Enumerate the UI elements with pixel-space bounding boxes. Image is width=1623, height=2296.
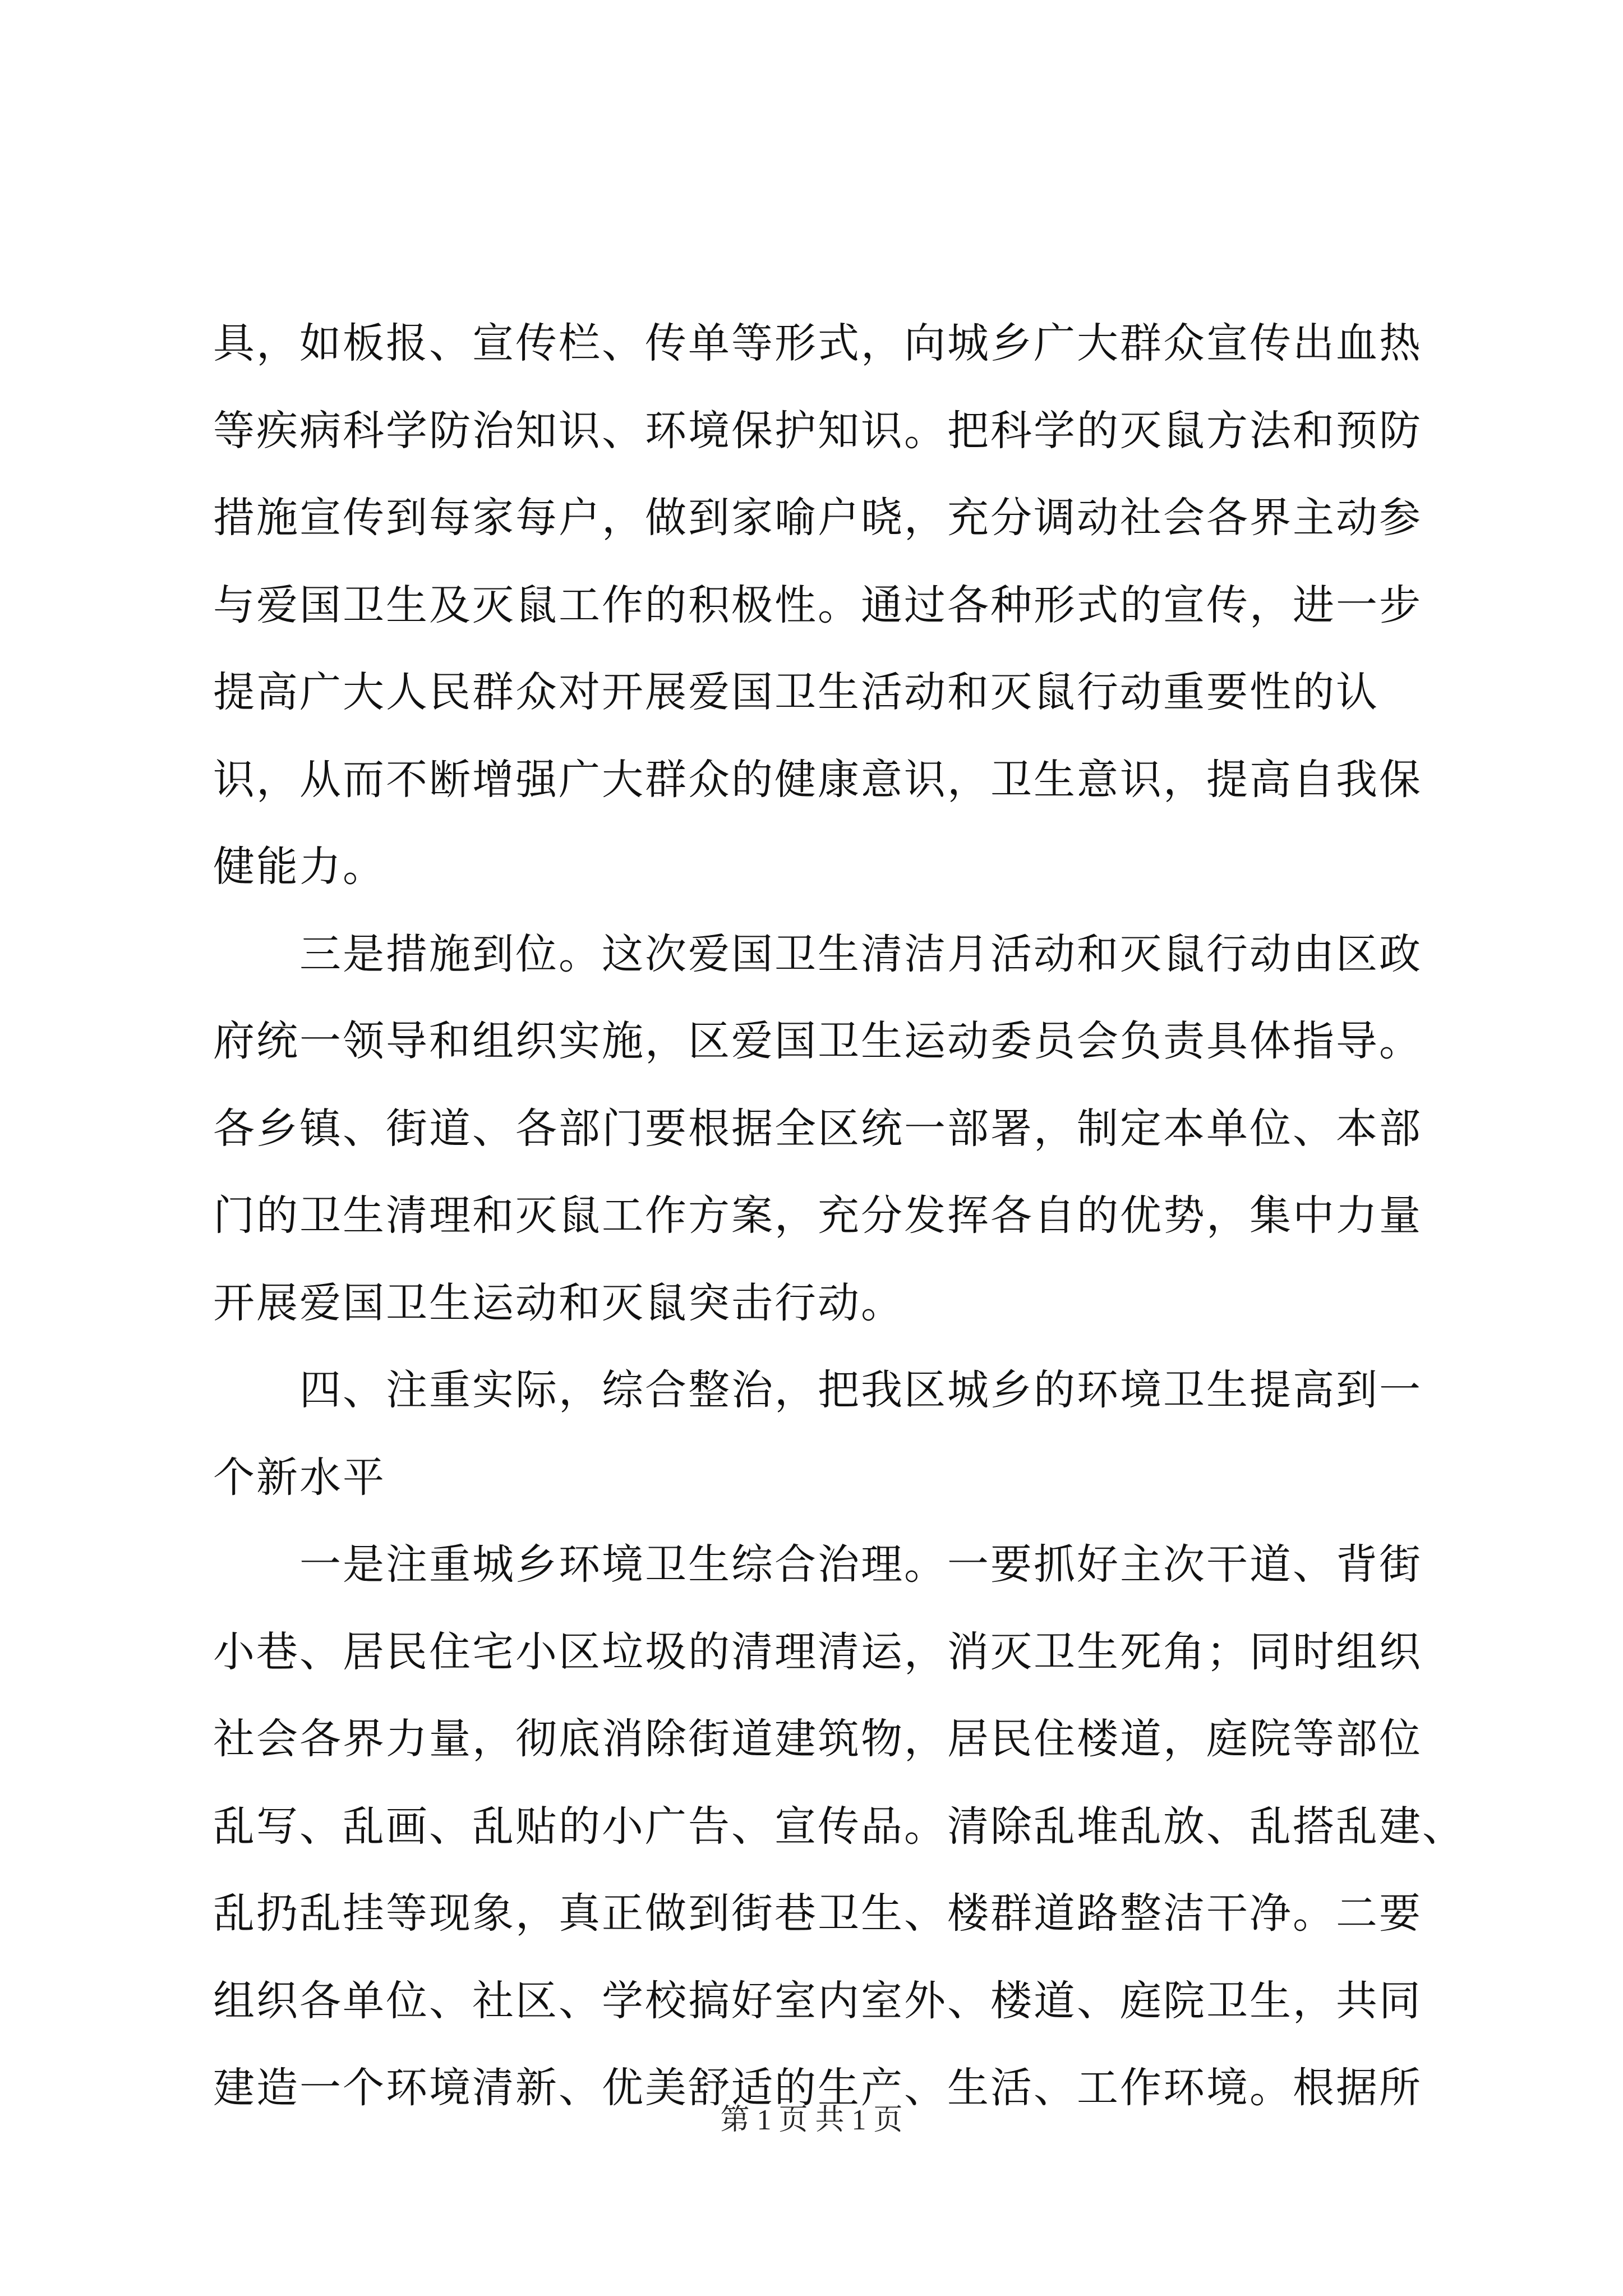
- text-line: 措施宣传到每家每户，做到家喻户晓，充分调动社会各界主动参: [213, 494, 1422, 542]
- text-line: 开展爱国卫生运动和灭鼠突击行动。: [213, 1278, 904, 1327]
- page-number-footer: 第 1 页 共 1 页: [720, 2104, 903, 2136]
- text-line: 提高广大人民群众对开展爱国卫生活动和灭鼠行动重要性的认: [213, 668, 1379, 716]
- text-line: 小巷、居民住宅小区垃圾的清理清运，消灭卫生死角；同时组织: [213, 1627, 1422, 1676]
- text-line: 等疾病科学防治知识、环境保护知识。把科学的灭鼠方法和预防: [213, 406, 1422, 455]
- text-line: 门的卫生清理和灭鼠工作方案，充分发挥各自的优势，集中力量: [213, 1191, 1422, 1240]
- section-heading-line: 四、注重实际，综合整治，把我区城乡的环境卫生提高到一: [213, 1366, 1422, 1414]
- text-line: 组织各单位、社区、学校搞好室内室外、楼道、庭院卫生，共同: [213, 1976, 1422, 2025]
- text-line: 识，从而不断增强广大群众的健康意识，卫生意识，提高自我保: [213, 755, 1422, 804]
- section-heading-line: 个新水平: [213, 1453, 386, 1502]
- text-line: 三是措施到位。这次爱国卫生清洁月活动和灭鼠行动由区政: [213, 930, 1422, 978]
- document-body: [213, 300, 1465, 2132]
- text-line: 与爱国卫生及灭鼠工作的积极性。通过各种形式的宣传，进一步: [213, 581, 1422, 629]
- text-line: 各乡镇、街道、各部门要根据全区统一部署，制定本单位、本部: [213, 1104, 1422, 1153]
- text-line: 建造一个环境清新、优美舒适的生产、生活、工作环境。根据所: [213, 2064, 1422, 2112]
- text-line: 一是注重城乡环境卫生综合治理。一要抓好主次干道、背街: [213, 1540, 1422, 1589]
- text-line: 府统一领导和组织实施，区爱国卫生运动委员会负责具体指导。: [213, 1017, 1422, 1065]
- text-line: 健能力。: [213, 843, 386, 891]
- text-line: 社会各界力量，彻底消除街道建筑物，居民住楼道，庭院等部位: [213, 1715, 1422, 1763]
- text-line: 具，如板报、宣传栏、传单等形式，向城乡广大群众宣传出血热: [213, 319, 1422, 367]
- text-line: 乱扔乱挂等现象，真正做到街巷卫生、楼群道路整洁干净。二要: [213, 1889, 1422, 1938]
- text-line: 乱写、乱画、乱贴的小广告、宣传品。清除乱堆乱放、乱搭乱建、: [213, 1802, 1465, 1851]
